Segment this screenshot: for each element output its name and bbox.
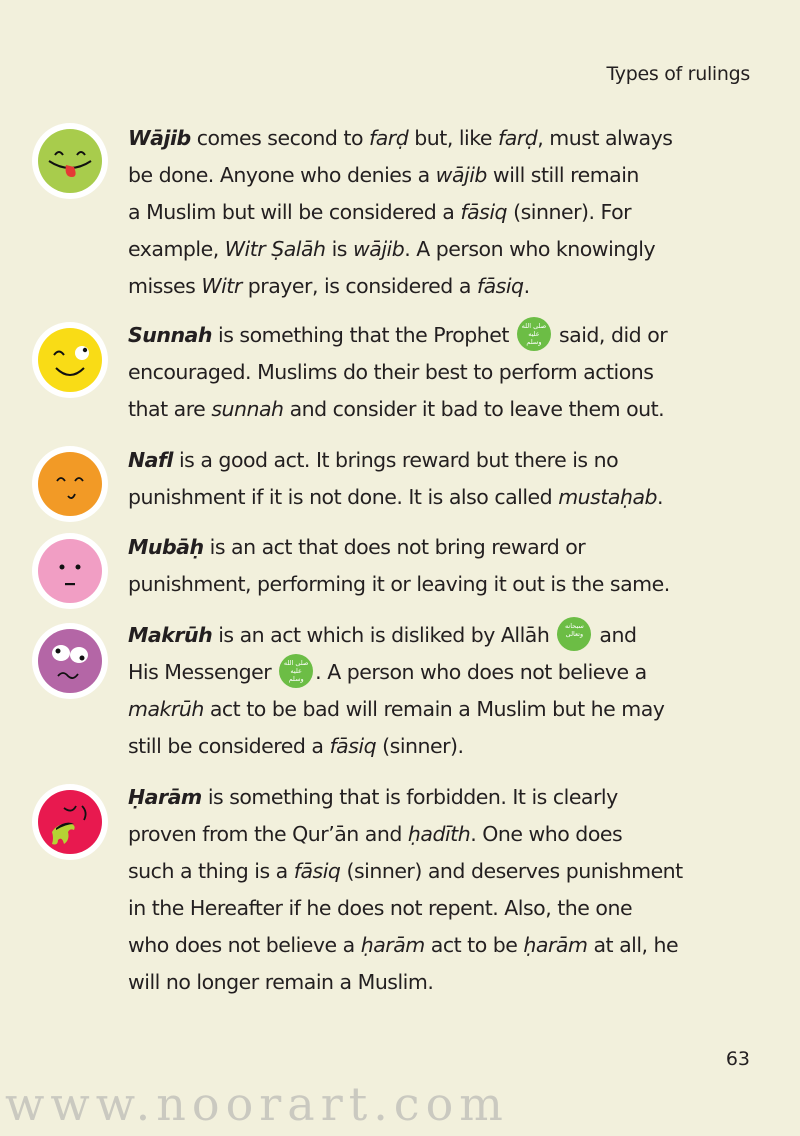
text-line (128, 927, 708, 964)
text-segment: . One who does (470, 822, 623, 846)
text-line (128, 479, 708, 516)
text-line (128, 231, 708, 268)
text-segment: . A person who knowingly (404, 237, 656, 261)
italic-term: fāsiq (293, 859, 341, 883)
italic-term: farḍ (369, 126, 409, 150)
text-segment: example, (128, 237, 225, 261)
sick-face-icon (32, 784, 108, 860)
salawat-badge-icon: صلى الله عليه وسلم (279, 654, 313, 688)
italic-term: ḥarām (360, 933, 425, 957)
text-line (128, 566, 708, 603)
page-number: 63 (725, 1048, 750, 1070)
text-segment: punishment, performing it or leaving it out is the same. (128, 572, 670, 596)
uneasy-face-icon (32, 623, 108, 699)
text-segment: who does not believe a (128, 933, 361, 957)
italic-term: mustaḥab (558, 485, 658, 509)
text-segment: , must always (537, 126, 673, 150)
italic-term: Witr (201, 274, 242, 298)
ruling-mubah-paragraph (128, 529, 708, 603)
ruling-term: Makrūh (128, 623, 213, 647)
text-line (128, 317, 708, 354)
text-line (128, 728, 708, 765)
text-line (128, 654, 708, 691)
text-segment: is (325, 237, 353, 261)
text-segment: (sinner) and deserves punishment (340, 859, 683, 883)
text-line (128, 890, 708, 927)
text-segment: and consider it bad to leave them out. (283, 397, 665, 421)
ruling-term: Nafl (128, 448, 173, 472)
text-segment: is something that is forbidden. It is clearly (201, 785, 618, 809)
text-segment: but, like (408, 126, 499, 150)
text-segment: . (657, 485, 664, 509)
text-segment: comes second to (190, 126, 370, 150)
running-header: Types of rulings (606, 63, 750, 85)
italic-term: ḥadīth (407, 822, 471, 846)
text-segment: that are (128, 397, 212, 421)
text-line (128, 853, 708, 890)
text-segment: His Messenger (128, 660, 278, 684)
text-segment: at all, he (587, 933, 679, 957)
text-line (128, 194, 708, 231)
tongue-out-face-icon (32, 123, 108, 199)
text-segment: misses (128, 274, 202, 298)
text-segment: and (593, 623, 637, 647)
text-segment: proven from the Qur’ān and (128, 822, 408, 846)
text-segment: in the Hereafter if he does not repent. Also, the one (128, 896, 633, 920)
text-segment: act to be (424, 933, 524, 957)
subhanahu-badge-icon: سبحانه وتعالى (557, 617, 591, 651)
italic-term: Witr Ṣalāh (224, 237, 326, 261)
ruling-sunnah-paragraph (128, 317, 708, 428)
text-line (128, 391, 708, 428)
text-line (128, 617, 708, 654)
ruling-term: Ḥarām (128, 785, 202, 809)
ruling-wajib-paragraph (128, 120, 708, 305)
text-segment: (sinner). (376, 734, 464, 758)
content-face-icon (32, 446, 108, 522)
text-segment: will no longer remain a Muslim. (128, 970, 434, 994)
text-segment: is an act that does not bring reward or (203, 535, 586, 559)
text-segment: such a thing is a (128, 859, 294, 883)
text-segment: is a good act. It brings reward but there is no (172, 448, 619, 472)
ruling-term: Sunnah (128, 323, 212, 347)
watermark: www.noorart.com (5, 1077, 509, 1131)
ruling-term: Wājib (128, 126, 191, 150)
italic-term: ḥarām (523, 933, 588, 957)
italic-term: sunnah (211, 397, 284, 421)
text-segment: prayer, is considered a (241, 274, 477, 298)
text-line (128, 964, 708, 1001)
text-segment: punishment if it is not done. It is also called (128, 485, 559, 509)
italic-term: wājib (435, 163, 487, 187)
text-line (128, 779, 708, 816)
italic-term: fāsiq (476, 274, 524, 298)
text-segment: said, did or (552, 323, 668, 347)
text-line (128, 691, 708, 728)
ruling-makruh-paragraph (128, 617, 708, 765)
text-segment: a Muslim but will be considered a (128, 200, 461, 224)
text-line (128, 268, 708, 305)
ruling-term: Mubāḥ (128, 535, 204, 559)
text-segment: . A person who does not believe a (315, 660, 647, 684)
text-segment: is an act which is disliked by Allāh (212, 623, 556, 647)
text-segment: . (523, 274, 530, 298)
italic-term: wājib (352, 237, 405, 261)
text-segment: encouraged. Muslims do their best to perform actions (128, 360, 654, 384)
text-segment: be done. Anyone who denies a (128, 163, 436, 187)
italic-term: fāsiq (460, 200, 508, 224)
text-line (128, 529, 708, 566)
text-segment: still be considered a (128, 734, 330, 758)
italic-term: fāsiq (329, 734, 377, 758)
winking-face-icon (32, 322, 108, 398)
text-line (128, 354, 708, 391)
italic-term: makrūh (128, 697, 204, 721)
salawat-badge-icon: صلى الله عليه وسلم (517, 317, 551, 351)
text-line (128, 816, 708, 853)
text-segment: act to be bad will remain a Muslim but he may (203, 697, 665, 721)
ruling-nafl-paragraph (128, 442, 708, 516)
ruling-haram-paragraph (128, 779, 708, 1001)
neutral-face-icon (32, 533, 108, 609)
text-segment: (sinner). For (507, 200, 632, 224)
text-line (128, 442, 708, 479)
text-segment: will still remain (486, 163, 639, 187)
text-segment: is something that the Prophet (211, 323, 515, 347)
text-line (128, 120, 708, 157)
italic-term: farḍ (498, 126, 538, 150)
text-line (128, 157, 708, 194)
